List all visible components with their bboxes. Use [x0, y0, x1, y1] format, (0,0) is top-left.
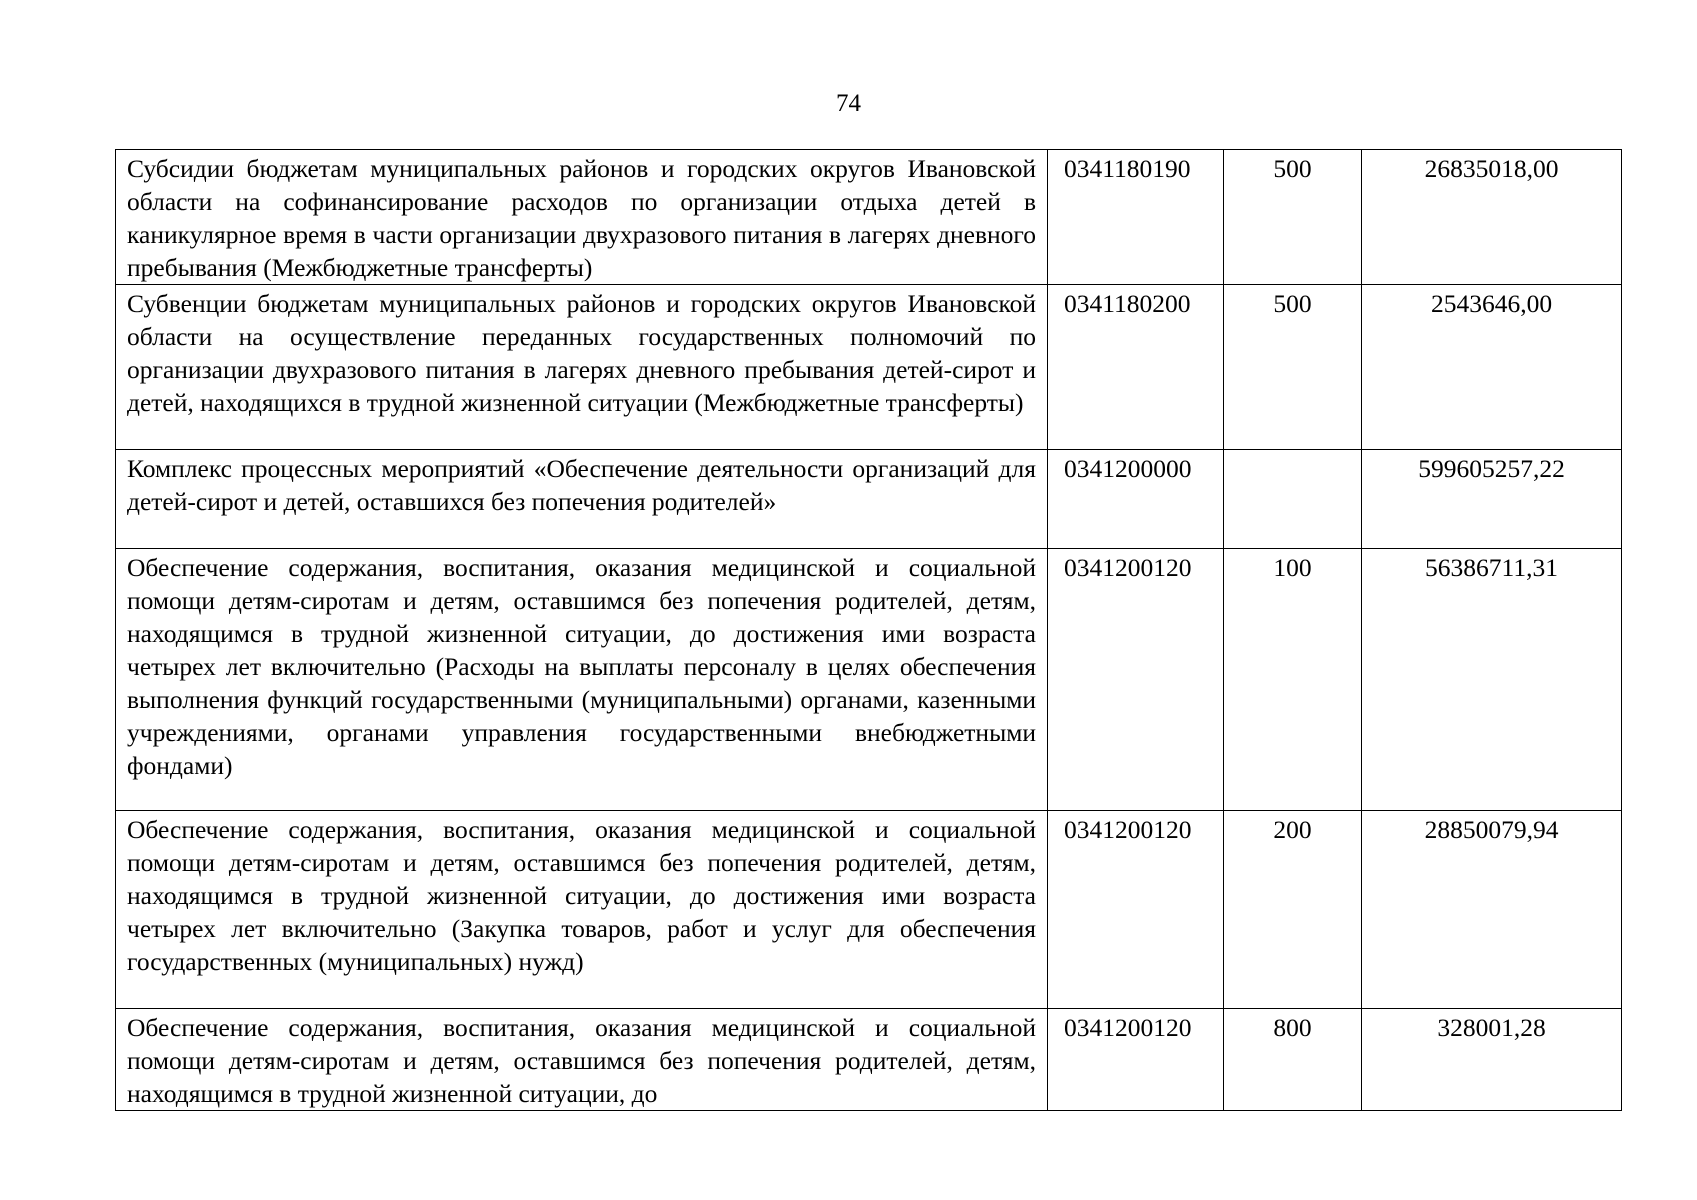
row-amount: 599605257,22 [1362, 450, 1622, 549]
row-expense-type: 500 [1224, 285, 1362, 450]
row-description: Обеспечение содержания, воспитания, оказания медицинской и социальной помощи детям-сиротам и детям, оставшимся без попечения родителей, детям, находящимся в трудной жизненной ситуации, до [116, 1009, 1048, 1111]
row-expense-type [1224, 450, 1362, 549]
row-code: 0341180200 [1048, 285, 1224, 450]
table-row [116, 150, 1622, 285]
row-amount: 26835018,00 [1362, 150, 1622, 285]
row-expense-type: 200 [1224, 811, 1362, 1009]
table-row [116, 1009, 1622, 1111]
row-amount: 56386711,31 [1362, 549, 1622, 811]
row-description: Обеспечение содержания, воспитания, оказания медицинской и социальной помощи детям-сиротам и детям, оставшимся без попечения родителей, детям, находящимся в трудной жизненной ситуации, до достижения ими возраста четырех лет включительно (Расходы на выплаты персоналу в целях обеспечения выполнения функций государственными (муниципальными) органами, казенными учреждениями, органами управления государственными внебюджетными фондами) [116, 549, 1048, 811]
table-row [116, 811, 1622, 1009]
row-amount: 2543646,00 [1362, 285, 1622, 450]
row-amount: 328001,28 [1362, 1009, 1622, 1111]
page-number: 74 [836, 90, 861, 117]
row-code: 0341200000 [1048, 450, 1224, 549]
row-description: Субвенции бюджетам муниципальных районов и городских округов Ивановской области на осуществление переданных государственных полномочий по организации двухразового питания в лагерях дневного пребывания детей-сирот и детей, находящихся в трудной жизненной ситуации (Межбюджетные трансферты) [116, 285, 1048, 450]
row-description: Обеспечение содержания, воспитания, оказания медицинской и социальной помощи детям-сиротам и детям, оставшимся без попечения родителей, детям, находящимся в трудной жизненной ситуации, до достижения ими возраста четырех лет включительно (Закупка товаров, работ и услуг для обеспечения государственных (муниципальных) нужд) [116, 811, 1048, 1009]
row-code: 0341180190 [1048, 150, 1224, 285]
row-description: Комплекс процессных мероприятий «Обеспечение деятельности организаций для детей-сирот и детей, оставшихся без попечения родителей» [116, 450, 1048, 549]
table-row [116, 285, 1622, 450]
row-expense-type: 500 [1224, 150, 1362, 285]
row-description: Субсидии бюджетам муниципальных районов и городских округов Ивановской области на софинансирование расходов по организации отдыха детей в каникулярное время в части организации двухразового питания в лагерях дневного пребывания (Межбюджетные трансферты) [116, 150, 1048, 285]
table-row [116, 549, 1622, 811]
row-expense-type: 100 [1224, 549, 1362, 811]
row-code: 0341200120 [1048, 811, 1224, 1009]
row-amount: 28850079,94 [1362, 811, 1622, 1009]
row-code: 0341200120 [1048, 1009, 1224, 1111]
budget-table [115, 149, 1622, 1111]
table-row [116, 450, 1622, 549]
row-code: 0341200120 [1048, 549, 1224, 811]
row-expense-type: 800 [1224, 1009, 1362, 1111]
